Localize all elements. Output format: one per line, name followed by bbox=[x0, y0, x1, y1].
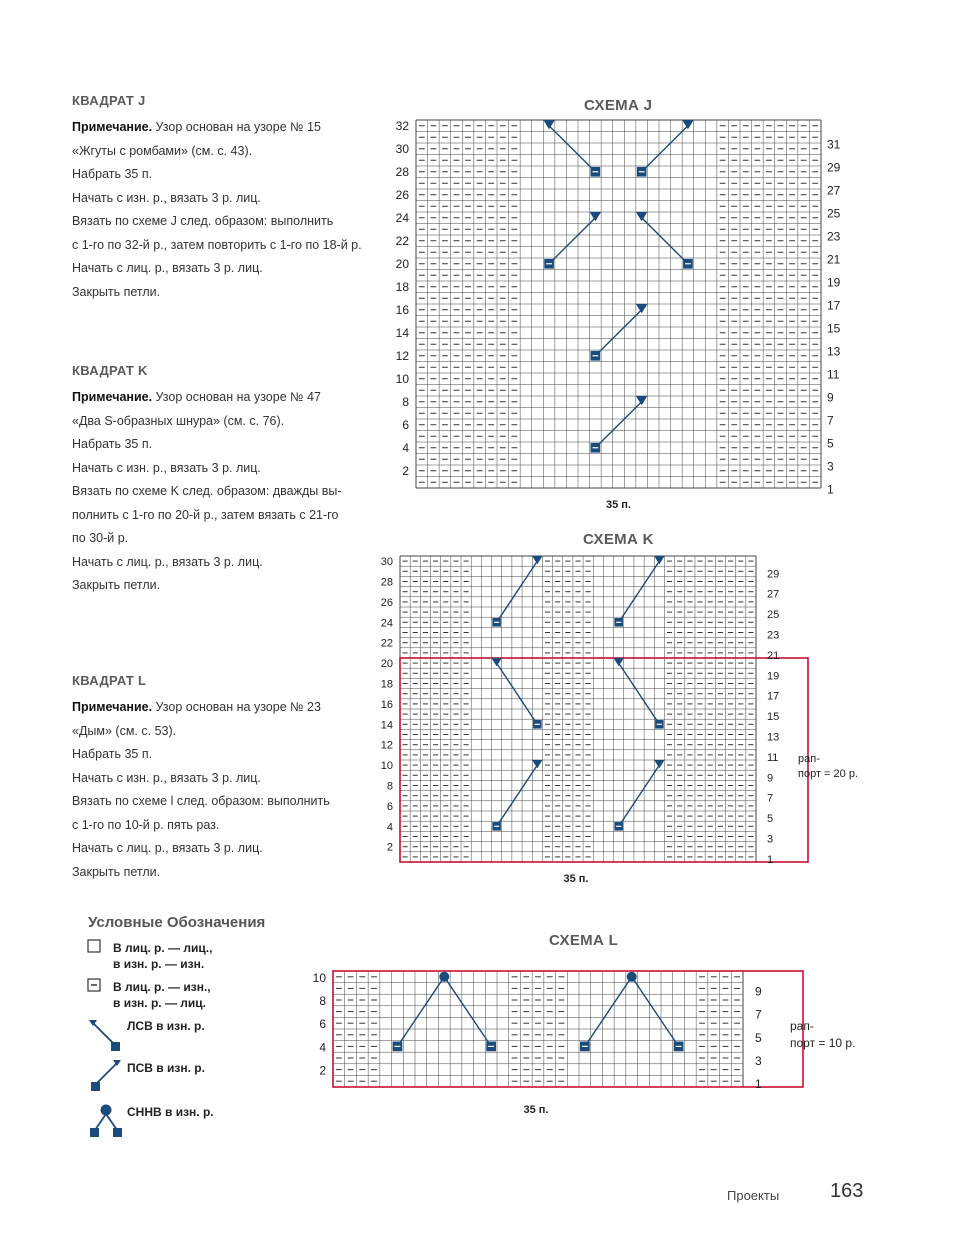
row-label-right: 15 bbox=[827, 321, 841, 336]
row-label-left: 14 bbox=[380, 719, 393, 732]
row-label-right: 29 bbox=[767, 568, 780, 581]
text-line: Набрать 35 п. bbox=[72, 747, 153, 761]
legend-bobble: СННВ в изн. р. bbox=[127, 1105, 214, 1119]
square-k-title: КВАДРАТ K bbox=[72, 363, 148, 378]
row-label-right: 1 bbox=[827, 482, 834, 497]
cable-line bbox=[642, 218, 688, 264]
row-label-left: 22 bbox=[395, 233, 409, 248]
row-label-left: 4 bbox=[402, 440, 409, 455]
row-label-right: 3 bbox=[767, 833, 774, 846]
note-label: Примечание. bbox=[72, 700, 153, 714]
text-line: Вязать по схеме J след. образом: выполнить bbox=[72, 214, 334, 228]
row-label-left: 24 bbox=[380, 617, 393, 630]
chart-grid bbox=[400, 556, 756, 862]
row-label-left: 26 bbox=[395, 187, 409, 202]
cable-line bbox=[497, 561, 538, 622]
legend-right-cross: ПСВ в изн. р. bbox=[127, 1061, 205, 1075]
row-label-left: 4 bbox=[319, 1040, 326, 1055]
row-label-right: 9 bbox=[767, 772, 774, 785]
row-label-left: 2 bbox=[386, 841, 393, 854]
repeat-label: порт = 10 р. bbox=[790, 1036, 856, 1050]
chart-grid bbox=[333, 971, 743, 1087]
row-label-left: 12 bbox=[380, 739, 393, 752]
row-label-left: 16 bbox=[380, 698, 393, 711]
cable-line bbox=[619, 561, 660, 622]
legend-line: в изн. р. — изн. bbox=[113, 957, 205, 971]
row-label-right: 25 bbox=[767, 609, 780, 622]
cross-triangle bbox=[636, 212, 648, 221]
cable-line bbox=[632, 977, 679, 1047]
text-line: по 30-й р. bbox=[72, 531, 129, 545]
row-label-right: 13 bbox=[767, 731, 780, 744]
text-line: Закрыть петли. bbox=[72, 578, 161, 592]
row-label-left: 2 bbox=[402, 463, 409, 478]
chart-l-title: СХЕМА L bbox=[549, 932, 619, 949]
row-label-right: 7 bbox=[767, 792, 774, 805]
row-label-left: 8 bbox=[386, 780, 393, 793]
row-label-right: 19 bbox=[827, 275, 841, 290]
square-l-title: КВАДРАТ L bbox=[72, 673, 147, 688]
text-line: «Жгуты с ромбами» (см. с. 43). bbox=[72, 143, 253, 158]
cable-line bbox=[397, 977, 444, 1047]
legend-purl bbox=[113, 979, 211, 1011]
row-label-right: 25 bbox=[827, 206, 841, 221]
row-label-left: 6 bbox=[319, 1017, 326, 1032]
text-line: Начать с лиц. р., вязать 3 р. лиц. bbox=[72, 554, 263, 569]
row-label-left: 8 bbox=[402, 394, 409, 409]
row-label-left: 10 bbox=[312, 970, 326, 985]
legend-knit bbox=[113, 940, 212, 972]
chart-grid bbox=[416, 120, 821, 488]
row-label-right: 17 bbox=[827, 298, 841, 313]
cable-line bbox=[585, 977, 632, 1047]
row-label-right: 9 bbox=[827, 390, 834, 405]
note-label: Примечание. bbox=[72, 120, 153, 134]
row-label-right: 3 bbox=[755, 1054, 762, 1068]
text-line: Начать с изн. р., вязать 3 р. лиц. bbox=[72, 190, 261, 205]
note-text: Узор основан на узоре № 15 bbox=[152, 120, 321, 134]
bobble-circle bbox=[627, 972, 637, 982]
row-label-left: 8 bbox=[319, 994, 326, 1008]
cross-triangle bbox=[636, 396, 648, 405]
row-label-right: 29 bbox=[827, 160, 841, 175]
stitch-count-label: 35 п. bbox=[523, 1104, 549, 1116]
cable-line bbox=[619, 663, 660, 724]
cable-line bbox=[497, 663, 538, 724]
row-label-right: 5 bbox=[827, 436, 834, 451]
text-line: с 1-го по 32-й р., затем повторить с 1-го по 18-й р. bbox=[72, 237, 362, 252]
cable-line bbox=[497, 765, 538, 826]
cable-line bbox=[595, 310, 641, 356]
row-label-left: 24 bbox=[395, 210, 409, 225]
purl-square-icon bbox=[88, 979, 100, 991]
note-label: Примечание. bbox=[72, 390, 153, 404]
row-label-left: 18 bbox=[395, 279, 409, 294]
row-label-right: 7 bbox=[827, 413, 834, 428]
row-label-right: 3 bbox=[827, 459, 834, 474]
row-label-right: 21 bbox=[827, 252, 841, 267]
legend-line: в изн. р. — лиц. bbox=[113, 996, 207, 1010]
row-label-left: 16 bbox=[395, 302, 409, 317]
text-line: «Два S-образных шнура» (см. с. 76). bbox=[72, 413, 285, 428]
row-label-right: 11 bbox=[767, 751, 779, 764]
row-label-right: 13 bbox=[827, 344, 841, 359]
cross-triangle bbox=[613, 658, 624, 666]
text-line: Набрать 35 п. bbox=[72, 437, 153, 451]
text-line: Закрыть петли. bbox=[72, 284, 161, 299]
legend-title: Условные Обозначения bbox=[88, 914, 266, 931]
text-line: Начать с лиц. р., вязать 3 р. лиц. bbox=[72, 261, 263, 275]
text-line: «Дым» (см. с. 53). bbox=[72, 723, 177, 738]
cross-triangle bbox=[532, 556, 543, 564]
row-label-right: 9 bbox=[755, 984, 762, 999]
repeat-label: рап- bbox=[790, 1019, 814, 1033]
row-label-left: 12 bbox=[395, 348, 409, 363]
row-label-left: 20 bbox=[395, 256, 409, 271]
stitch-count-label: 35 п. bbox=[606, 499, 631, 511]
row-label-right: 31 bbox=[827, 137, 841, 152]
row-label-right: 1 bbox=[755, 1077, 762, 1092]
note-text: Узор основан на узоре № 47 bbox=[152, 390, 321, 404]
row-label-right: 7 bbox=[755, 1007, 762, 1022]
legend-line: В лиц. р. — изн., bbox=[113, 980, 211, 994]
footer-section: Проекты bbox=[727, 1188, 780, 1203]
left-cross-icon bbox=[89, 1020, 120, 1051]
text-line: Начать с изн. р., вязать 3 р. лиц. bbox=[72, 460, 261, 475]
repeat-label: порт = 20 р. bbox=[798, 768, 858, 780]
cable-line bbox=[549, 126, 595, 172]
right-cross-icon bbox=[91, 1060, 121, 1091]
row-label-left: 32 bbox=[395, 118, 409, 133]
row-label-left: 26 bbox=[380, 596, 393, 609]
stitch-count-label: 35 п. bbox=[563, 873, 589, 885]
page-number: 163 bbox=[830, 1180, 864, 1202]
row-label-left: 2 bbox=[319, 1063, 326, 1078]
chart-j-title: СХЕМА J bbox=[584, 97, 653, 114]
row-label-left: 18 bbox=[380, 678, 393, 691]
row-label-left: 28 bbox=[395, 164, 409, 179]
cable-line bbox=[619, 765, 660, 826]
cable-line bbox=[595, 402, 641, 448]
repeat-label: рап- bbox=[798, 753, 820, 765]
cross-triangle bbox=[543, 120, 555, 129]
cross-triangle bbox=[682, 120, 694, 129]
row-label-right: 19 bbox=[767, 670, 780, 683]
row-label-right: 15 bbox=[767, 711, 780, 724]
row-label-right: 17 bbox=[767, 690, 780, 703]
text-line: Начать с лиц. р., вязать 3 р. лиц. bbox=[72, 841, 263, 855]
note-text: Узор основан на узоре № 23 bbox=[152, 700, 321, 714]
cross-triangle bbox=[590, 212, 602, 221]
row-label-right: 23 bbox=[827, 229, 841, 244]
row-label-left: 20 bbox=[380, 658, 393, 671]
bobble-icon bbox=[90, 1105, 122, 1138]
text-line: с 1-го по 10-й р. пять раз. bbox=[72, 817, 220, 832]
text-line: Закрыть петли. bbox=[72, 864, 161, 879]
square-j-title: КВАДРАТ J bbox=[72, 93, 146, 108]
row-label-right: 27 bbox=[767, 588, 780, 601]
knit-square-icon bbox=[88, 940, 100, 952]
row-label-right: 23 bbox=[767, 629, 780, 642]
row-label-left: 22 bbox=[380, 637, 393, 650]
bobble-circle bbox=[439, 972, 449, 982]
row-label-right: 1 bbox=[767, 853, 774, 866]
row-label-right: 5 bbox=[755, 1030, 762, 1045]
text-line: Набрать 35 п. bbox=[72, 167, 153, 181]
row-label-left: 28 bbox=[380, 576, 393, 589]
text-line: Вязать по схеме l след. образом: выполнить bbox=[72, 794, 330, 808]
legend-line: В лиц. р. — лиц., bbox=[113, 941, 213, 955]
row-label-left: 14 bbox=[395, 325, 409, 340]
text-line: полнить с 1-го по 20-й р., затем вязать с 21-го bbox=[72, 507, 339, 522]
text-line: Вязать по схеме K след. образом: дважды вы- bbox=[72, 484, 342, 498]
row-label-left: 6 bbox=[386, 800, 393, 813]
legend-left-cross: ЛСВ в изн. р. bbox=[127, 1019, 205, 1033]
row-label-left: 30 bbox=[395, 141, 409, 156]
cross-triangle bbox=[654, 760, 665, 768]
cross-triangle bbox=[654, 556, 665, 564]
row-label-right: 27 bbox=[827, 183, 841, 198]
cable-line bbox=[444, 977, 491, 1047]
chart-k-title: СХЕМА K bbox=[583, 531, 654, 548]
cable-line bbox=[642, 126, 688, 172]
row-label-left: 10 bbox=[380, 760, 393, 773]
row-label-left: 30 bbox=[380, 556, 393, 569]
row-label-right: 21 bbox=[767, 649, 780, 662]
row-label-right: 11 bbox=[827, 367, 840, 382]
cable-line bbox=[549, 218, 595, 264]
row-label-left: 10 bbox=[395, 371, 409, 386]
cross-triangle bbox=[636, 304, 648, 313]
row-label-left: 6 bbox=[402, 417, 409, 432]
row-label-right: 5 bbox=[767, 813, 774, 826]
cross-triangle bbox=[532, 760, 543, 768]
row-label-left: 4 bbox=[386, 821, 393, 834]
text-line: Начать с изн. р., вязать 3 р. лиц. bbox=[72, 770, 261, 785]
cross-triangle bbox=[491, 658, 502, 666]
